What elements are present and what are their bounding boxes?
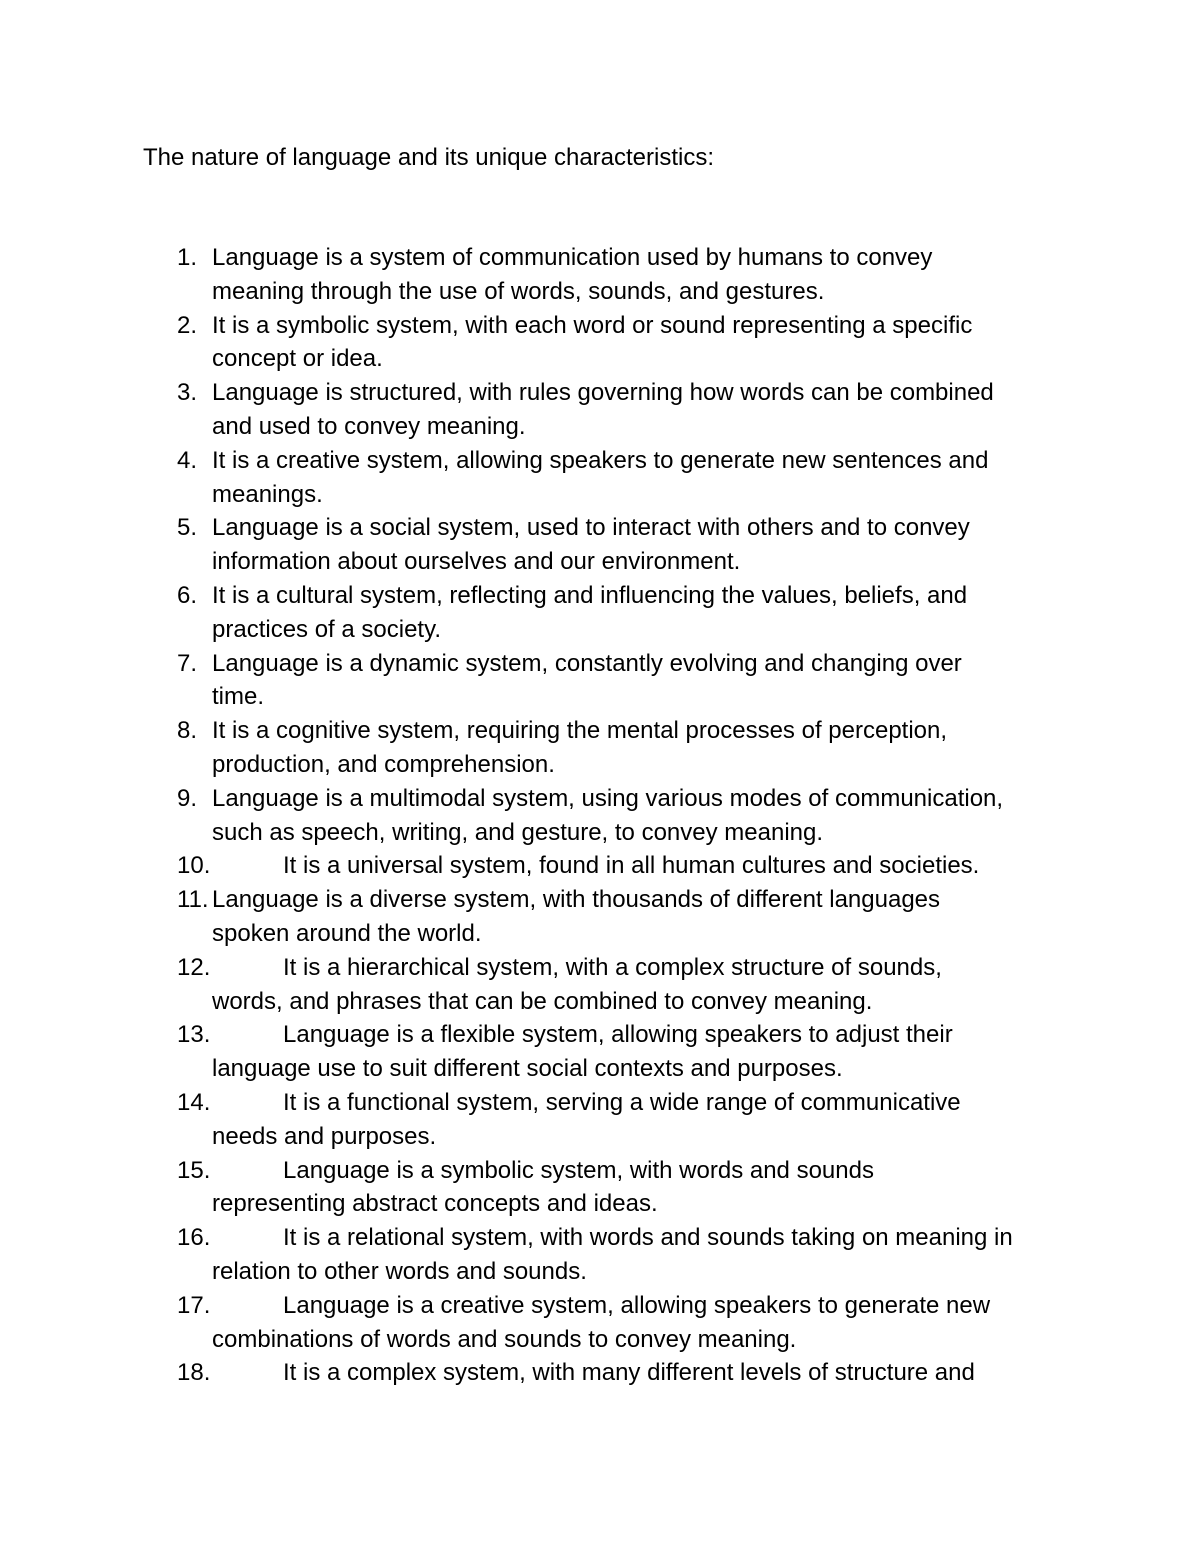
list-item-text: [0, 1018, 1072, 1086]
list-item-text: [0, 1086, 1072, 1154]
list-item: [0, 1356, 1200, 1390]
list-item-text: [0, 376, 1072, 444]
list-item-number: 8.: [177, 717, 198, 745]
list-item-number: 16.: [177, 1224, 211, 1252]
list-item-number: 7.: [177, 649, 198, 677]
list-item-line: It is a cultural system, reflecting and influencing the values, beliefs, and: [212, 581, 968, 609]
list-item-number: 9.: [177, 784, 198, 812]
list-item-line: such as speech, writing, and gesture, to convey meaning.: [212, 818, 824, 846]
list-item: [0, 376, 1200, 444]
list-item-line: It is a symbolic system, with each word or sound representing a specific: [212, 311, 973, 339]
list-item-line: Language is structured, with rules governing how words can be combined: [212, 379, 994, 407]
list-item-text: [0, 782, 1072, 850]
list-item-number: 2.: [177, 311, 198, 339]
list-item-text: [0, 883, 1072, 951]
list-item-text: [0, 241, 1072, 309]
list-item-line: Language is a social system, used to interact with others and to convey: [212, 514, 970, 542]
list-item-line: It is a cognitive system, requiring the mental processes of perception,: [212, 717, 948, 745]
list-item-line: concept or idea.: [212, 345, 383, 373]
list-item-text: [0, 1221, 1072, 1289]
list-item-number: 18.: [177, 1359, 211, 1387]
document-title: The nature of language and its unique characteristics:: [143, 144, 715, 171]
list-item-line: Language is a multimodal system, using various modes of communication,: [212, 784, 1004, 812]
list-item-text: [0, 309, 1072, 377]
list-item: [0, 714, 1200, 782]
list-item-number: 14.: [177, 1088, 211, 1116]
list-item-line: relation to other words and sounds.: [212, 1257, 587, 1285]
list-item-text: [0, 849, 1072, 883]
list-item: [0, 1154, 1200, 1222]
list-item-number: 6.: [177, 581, 198, 609]
list-item-line: It is a complex system, with many different levels of structure and: [283, 1359, 975, 1387]
list-item-line: spoken around the world.: [212, 919, 482, 947]
list-item-text: [0, 714, 1072, 782]
list-item: [0, 579, 1200, 647]
list-item-number: 12.: [177, 953, 211, 981]
list-item-number: 15.: [177, 1156, 211, 1184]
list-item-number: 10.: [177, 852, 211, 880]
list-item-number: 4.: [177, 446, 198, 474]
list-item-line: language use to suit different social contexts and purposes.: [212, 1055, 843, 1083]
list-item: [0, 1086, 1200, 1154]
list-item-line: It is a functional system, serving a wide range of communicative: [283, 1088, 961, 1116]
list-item-line: meanings.: [212, 480, 323, 508]
list-item-text: [0, 951, 1072, 1019]
list-item-line: It is a creative system, allowing speakers to generate new sentences and: [212, 446, 989, 474]
list-item-line: Language is a system of communication used by humans to convey: [212, 244, 933, 271]
list-item-number: 17.: [177, 1291, 211, 1319]
list-item-text: [0, 511, 1072, 579]
list-item-text: [0, 1154, 1072, 1222]
list-item-text: [0, 647, 1072, 715]
list-item-number: 3.: [177, 379, 198, 407]
list-item: [0, 951, 1200, 1019]
list-item: [0, 1018, 1200, 1086]
list-item-line: Language is a flexible system, allowing speakers to adjust their: [283, 1021, 953, 1049]
list-item-line: Language is a creative system, allowing speakers to generate new: [283, 1291, 991, 1319]
list-item-line: Language is a symbolic system, with words and sounds: [283, 1156, 874, 1184]
list-item-line: meaning through the use of words, sounds, and gestures.: [212, 277, 825, 305]
characteristics-list: [0, 241, 1200, 1390]
list-item: [0, 309, 1200, 377]
list-item-line: combinations of words and sounds to convey meaning.: [212, 1325, 797, 1353]
list-item-text: [0, 1289, 1072, 1357]
list-item-text: [0, 1356, 1072, 1390]
list-item-number: 13.: [177, 1021, 211, 1049]
list-item-line: needs and purposes.: [212, 1122, 437, 1150]
list-item: [0, 1221, 1200, 1289]
list-item-line: It is a hierarchical system, with a complex structure of sounds,: [283, 953, 942, 981]
list-item: [0, 849, 1200, 883]
list-item-text: [0, 579, 1072, 647]
list-item-line: and used to convey meaning.: [212, 412, 526, 440]
list-item-line: production, and comprehension.: [212, 750, 555, 778]
list-item: [0, 444, 1200, 512]
list-item-number: 11.: [177, 886, 209, 914]
list-item-line: representing abstract concepts and ideas.: [212, 1190, 658, 1218]
list-item: [0, 1289, 1200, 1357]
list-item-number: 1.: [177, 244, 198, 271]
list-item-number: 5.: [177, 514, 198, 542]
list-item: [0, 241, 1200, 309]
list-item-line: words, and phrases that can be combined to convey meaning.: [212, 987, 873, 1015]
list-item-line: information about ourselves and our environment.: [212, 548, 741, 576]
list-item-text: [0, 444, 1072, 512]
list-item-line: practices of a society.: [212, 615, 441, 643]
list-item: [0, 782, 1200, 850]
list-item: [0, 647, 1200, 715]
list-item: [0, 883, 1200, 951]
list-item: [0, 511, 1200, 579]
list-item-line: Language is a diverse system, with thousands of different languages: [212, 886, 941, 914]
list-item-line: Language is a dynamic system, constantly evolving and changing over: [212, 649, 962, 677]
list-item-line: It is a relational system, with words and sounds taking on meaning in: [283, 1224, 1013, 1252]
list-item-line: It is a universal system, found in all human cultures and societies.: [283, 852, 980, 880]
list-item-line: time.: [212, 683, 265, 711]
